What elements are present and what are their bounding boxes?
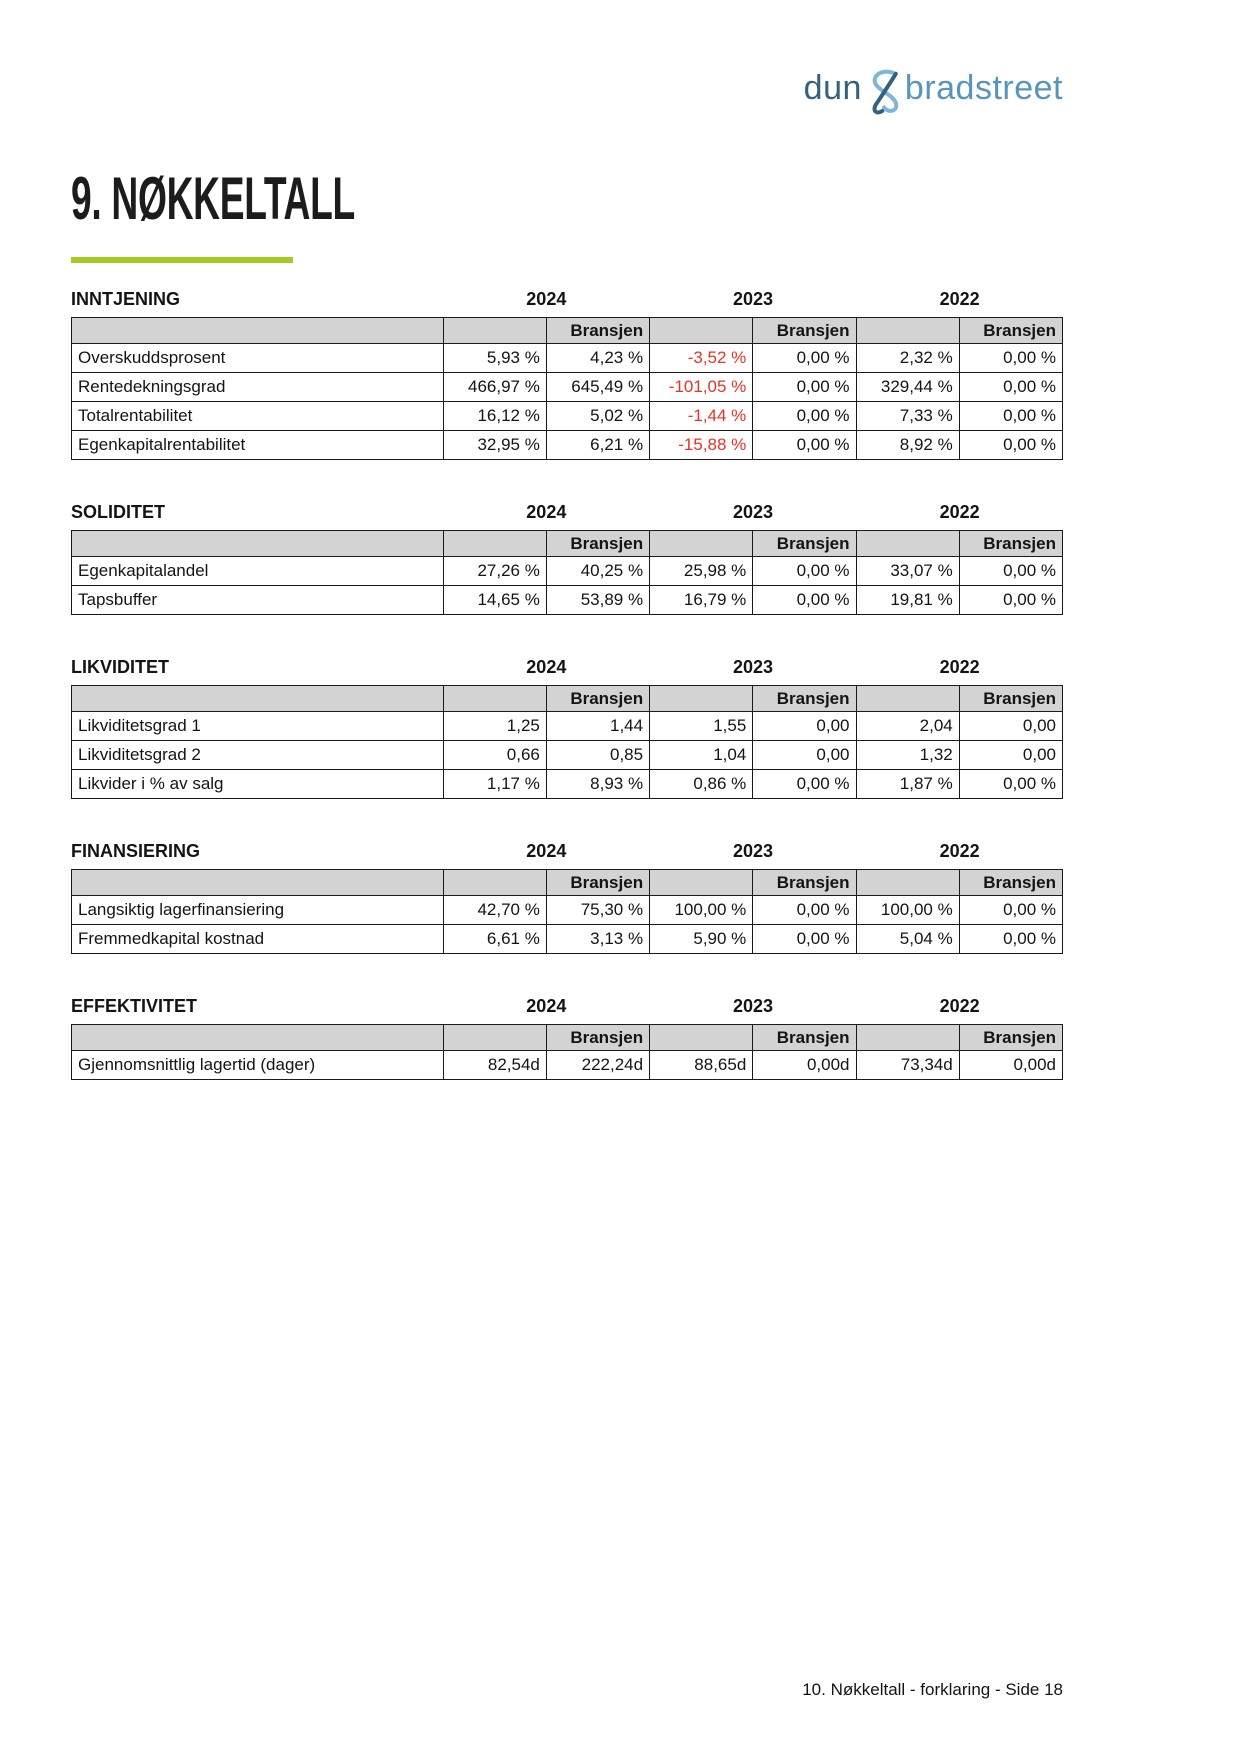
bransjen-header: Bransjen — [546, 531, 649, 557]
section-likviditet — [71, 657, 1063, 799]
row-label: Rentedekningsgrad — [72, 373, 444, 402]
section-header — [71, 289, 1063, 310]
row-value: 6,61 % — [443, 925, 546, 954]
year-header: 2024 — [526, 289, 567, 309]
section-finansiering — [71, 841, 1063, 954]
row-label: Fremmedkapital kostnad — [72, 925, 444, 954]
table-header-row — [72, 1025, 1063, 1051]
section-effektivitet — [71, 996, 1063, 1080]
bransjen-header: Bransjen — [959, 870, 1062, 896]
row-value: 7,33 % — [856, 402, 959, 431]
row-value: 0,00 % — [753, 431, 856, 460]
table-row — [72, 712, 1063, 741]
row-label: Likviditetsgrad 1 — [72, 712, 444, 741]
row-value: 0,00 — [959, 712, 1062, 741]
bransjen-header: Bransjen — [959, 318, 1062, 344]
bransjen-header: Bransjen — [546, 870, 649, 896]
row-value: 0,00 % — [753, 402, 856, 431]
row-value: 25,98 % — [650, 557, 753, 586]
year-header: 2022 — [939, 502, 980, 522]
row-value: 2,04 — [856, 712, 959, 741]
row-value: 42,70 % — [443, 896, 546, 925]
row-value: 1,87 % — [856, 770, 959, 799]
row-value: 16,79 % — [650, 586, 753, 615]
bransjen-header: Bransjen — [753, 531, 856, 557]
table-row — [72, 557, 1063, 586]
page-content — [71, 0, 1063, 1122]
kpi-sections — [71, 289, 1063, 1080]
row-value: 0,00 % — [959, 770, 1062, 799]
logo-text-dun: dun — [803, 69, 862, 107]
row-value: 0,00 % — [753, 586, 856, 615]
row-value: -1,44 % — [650, 402, 753, 431]
row-value: 75,30 % — [546, 896, 649, 925]
row-value: 0,85 — [546, 741, 649, 770]
section-header — [71, 841, 1063, 862]
row-value: 1,17 % — [443, 770, 546, 799]
year-header: 2024 — [526, 502, 567, 522]
row-value: 1,55 — [650, 712, 753, 741]
row-value: 0,00d — [959, 1051, 1062, 1080]
row-value: 0,00 % — [753, 373, 856, 402]
row-value: 2,32 % — [856, 344, 959, 373]
header-empty-cell — [443, 686, 546, 712]
row-value: 100,00 % — [856, 896, 959, 925]
table-row — [72, 373, 1063, 402]
header-empty-cell — [72, 531, 444, 557]
table-row — [72, 344, 1063, 373]
row-value: 0,86 % — [650, 770, 753, 799]
header-empty-cell — [856, 686, 959, 712]
row-value: -3,52 % — [650, 344, 753, 373]
row-value: 645,49 % — [546, 373, 649, 402]
row-value: 1,32 — [856, 741, 959, 770]
row-value: 82,54d — [443, 1051, 546, 1080]
table-row — [72, 770, 1063, 799]
row-value: 0,00 % — [753, 557, 856, 586]
logo-text-bradstreet: bradstreet — [904, 69, 1063, 107]
header-empty-cell — [650, 1025, 753, 1051]
bransjen-header: Bransjen — [753, 318, 856, 344]
year-header: 2024 — [526, 657, 567, 677]
row-value: 8,92 % — [856, 431, 959, 460]
row-value: 5,02 % — [546, 402, 649, 431]
table-row — [72, 1051, 1063, 1080]
bransjen-header: Bransjen — [959, 531, 1062, 557]
row-value: 5,04 % — [856, 925, 959, 954]
table-header-row — [72, 686, 1063, 712]
row-value: 27,26 % — [443, 557, 546, 586]
row-value: 222,24d — [546, 1051, 649, 1080]
year-headers — [443, 841, 1063, 862]
table-row — [72, 925, 1063, 954]
year-header: 2022 — [939, 996, 980, 1016]
row-value: -101,05 % — [650, 373, 753, 402]
year-headers — [443, 996, 1063, 1017]
row-value: 14,65 % — [443, 586, 546, 615]
accent-underline — [71, 257, 293, 263]
year-header: 2023 — [732, 657, 773, 677]
row-value: 100,00 % — [650, 896, 753, 925]
header-empty-cell — [443, 318, 546, 344]
row-value: 0,00 — [959, 741, 1062, 770]
row-value: 5,93 % — [443, 344, 546, 373]
year-header: 2024 — [526, 996, 567, 1016]
row-value: 8,93 % — [546, 770, 649, 799]
section-title: SOLIDITET — [71, 502, 165, 522]
bransjen-header: Bransjen — [546, 1025, 649, 1051]
table-header-row — [72, 531, 1063, 557]
row-label: Likvider i % av salg — [72, 770, 444, 799]
section-header — [71, 502, 1063, 523]
row-value: 1,44 — [546, 712, 649, 741]
table-row — [72, 896, 1063, 925]
section-inntjening — [71, 289, 1063, 460]
header-empty-cell — [856, 531, 959, 557]
section-soliditet — [71, 502, 1063, 615]
row-value: 88,65d — [650, 1051, 753, 1080]
section-header — [71, 657, 1063, 678]
header-empty-cell — [443, 1025, 546, 1051]
section-header — [71, 996, 1063, 1017]
kpi-table — [71, 530, 1063, 615]
year-headers — [443, 289, 1063, 310]
table-row — [72, 402, 1063, 431]
bransjen-header: Bransjen — [959, 686, 1062, 712]
row-label: Totalrentabilitet — [72, 402, 444, 431]
header-empty-cell — [650, 686, 753, 712]
year-header: 2023 — [732, 289, 773, 309]
header-empty-cell — [856, 318, 959, 344]
row-value: 0,00 — [753, 712, 856, 741]
row-label: Egenkapitalrentabilitet — [72, 431, 444, 460]
header-empty-cell — [443, 870, 546, 896]
header-empty-cell — [72, 870, 444, 896]
row-value: 466,97 % — [443, 373, 546, 402]
row-label: Tapsbuffer — [72, 586, 444, 615]
section-title: FINANSIERING — [71, 841, 201, 861]
row-value: 0,00 % — [959, 402, 1062, 431]
kpi-table — [71, 317, 1063, 460]
year-header: 2022 — [939, 841, 980, 861]
row-value: 0,00 % — [959, 373, 1062, 402]
table-row — [72, 741, 1063, 770]
row-value: 6,21 % — [546, 431, 649, 460]
section-title: INNTJENING — [71, 289, 181, 309]
bransjen-header: Bransjen — [753, 870, 856, 896]
row-value: 329,44 % — [856, 373, 959, 402]
row-value: 0,00 % — [959, 586, 1062, 615]
row-value: 0,00 % — [959, 431, 1062, 460]
row-value: 53,89 % — [546, 586, 649, 615]
row-label: Gjennomsnittlig lagertid (dager) — [72, 1051, 444, 1080]
header-empty-cell — [72, 318, 444, 344]
header-empty-cell — [650, 870, 753, 896]
row-value: 0,00 % — [753, 896, 856, 925]
row-value: 1,04 — [650, 741, 753, 770]
header-empty-cell — [650, 531, 753, 557]
header-empty-cell — [72, 686, 444, 712]
table-header-row — [72, 318, 1063, 344]
row-value: 0,00 % — [753, 925, 856, 954]
row-value: 3,13 % — [546, 925, 649, 954]
row-value: 16,12 % — [443, 402, 546, 431]
page-title: 9. NØKKELTALL — [71, 165, 355, 232]
row-label: Overskuddsprosent — [72, 344, 444, 373]
bransjen-header: Bransjen — [959, 1025, 1062, 1051]
header-empty-cell — [443, 531, 546, 557]
row-label: Langsiktig lagerfinansiering — [72, 896, 444, 925]
year-headers — [443, 502, 1063, 523]
row-value: 0,00 % — [959, 896, 1062, 925]
row-value: -15,88 % — [650, 431, 753, 460]
section-title: LIKVIDITET — [71, 657, 169, 677]
year-header: 2023 — [732, 841, 773, 861]
header-empty-cell — [72, 1025, 444, 1051]
kpi-table — [71, 685, 1063, 799]
row-value: 19,81 % — [856, 586, 959, 615]
row-value: 0,66 — [443, 741, 546, 770]
row-value: 0,00d — [753, 1051, 856, 1080]
header-empty-cell — [856, 1025, 959, 1051]
year-header: 2022 — [939, 289, 980, 309]
bransjen-header: Bransjen — [753, 686, 856, 712]
bransjen-header: Bransjen — [546, 686, 649, 712]
year-header: 2023 — [732, 502, 773, 522]
year-header: 2022 — [939, 657, 980, 677]
kpi-table — [71, 869, 1063, 954]
row-value: 0,00 % — [753, 344, 856, 373]
kpi-table — [71, 1024, 1063, 1080]
table-row — [72, 431, 1063, 460]
table-row — [72, 586, 1063, 615]
row-value: 1,25 — [443, 712, 546, 741]
row-value: 40,25 % — [546, 557, 649, 586]
row-label: Egenkapitalandel — [72, 557, 444, 586]
row-value: 0,00 — [753, 741, 856, 770]
row-value: 5,90 % — [650, 925, 753, 954]
table-header-row — [72, 870, 1063, 896]
bransjen-header: Bransjen — [753, 1025, 856, 1051]
row-value: 4,23 % — [546, 344, 649, 373]
row-value: 0,00 % — [959, 925, 1062, 954]
row-value: 73,34d — [856, 1051, 959, 1080]
header-empty-cell — [650, 318, 753, 344]
header-empty-cell — [856, 870, 959, 896]
year-header: 2024 — [526, 841, 567, 861]
row-label: Likviditetsgrad 2 — [72, 741, 444, 770]
row-value: 32,95 % — [443, 431, 546, 460]
row-value: 0,00 % — [959, 557, 1062, 586]
year-headers — [443, 657, 1063, 678]
dun-bradstreet-logo — [71, 64, 1063, 112]
page-footer: 10. Nøkkeltall - forklaring - Side 18 — [802, 1680, 1063, 1699]
row-value: 0,00 % — [959, 344, 1062, 373]
year-header: 2023 — [732, 996, 773, 1016]
section-title: EFFEKTIVITET — [71, 996, 197, 1016]
ampersand-icon — [864, 67, 904, 115]
bransjen-header: Bransjen — [546, 318, 649, 344]
row-value: 33,07 % — [856, 557, 959, 586]
row-value: 0,00 % — [753, 770, 856, 799]
